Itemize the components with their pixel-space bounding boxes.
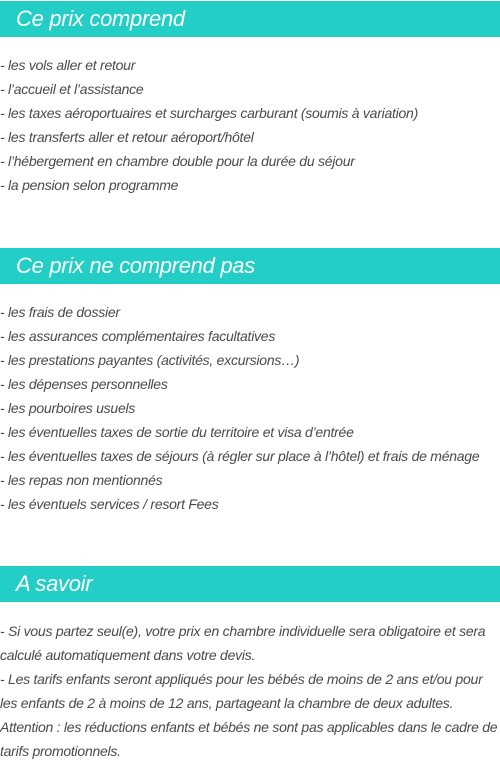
list-item: - les dépenses personnelles <box>0 376 168 392</box>
list-item: - l’accueil et l’assistance <box>0 81 144 97</box>
list-item: - les frais de dossier <box>0 304 120 320</box>
section-header-included <box>0 1 500 37</box>
good-to-know-text <box>0 619 500 763</box>
section-title-not-included: Ce prix ne comprend pas <box>16 253 255 278</box>
list-item: - les taxes aéroportuaires et surcharges carburant (soumis à variation) <box>0 105 418 121</box>
list-item: - les prestations payantes (activités, excursions…) <box>0 352 300 368</box>
list-item: - les éventuelles taxes de séjours (à régler sur place à l’hôtel) et frais de ménage <box>0 448 480 464</box>
paragraph-child-rates: - Les tarifs enfants seront appliqués pour les bébés de moins de 2 ans et/ou pour les enfants de 2 à moins de 12 ans, partageant la chambre de deux adultes. <box>0 671 483 711</box>
paragraph-attention: Attention : les réductions enfants et bébés ne sont pas applicables dans le cadre de tarifs promotionnels. <box>0 719 498 759</box>
list-item: - l’hébergement en chambre double pour la durée du séjour <box>0 153 355 169</box>
list-item: - les transferts aller et retour aéroport/hôtel <box>0 129 254 145</box>
list-item: - les repas non mentionnés <box>0 472 163 488</box>
section-title-included: Ce prix comprend <box>16 6 185 31</box>
section-header-not-included <box>0 248 500 284</box>
included-list <box>0 53 500 197</box>
list-item: - les éventuels services / resort Fees <box>0 496 219 512</box>
list-item: - les éventuelles taxes de sortie du territoire et visa d’entrée <box>0 424 354 440</box>
list-item: - les pourboires usuels <box>0 400 136 416</box>
list-item: - la pension selon programme <box>0 177 179 193</box>
list-item: - les assurances complémentaires facultatives <box>0 328 276 344</box>
not-included-list <box>0 300 500 516</box>
section-header-good-to-know <box>0 566 500 602</box>
section-title-good-to-know: A savoir <box>16 571 93 596</box>
list-item: - les vols aller et retour <box>0 57 136 73</box>
paragraph-single-supplement: - Si vous partez seul(e), votre prix en chambre individuelle sera obligatoire et sera calculé automatiquement dans votre devis. <box>0 623 486 663</box>
